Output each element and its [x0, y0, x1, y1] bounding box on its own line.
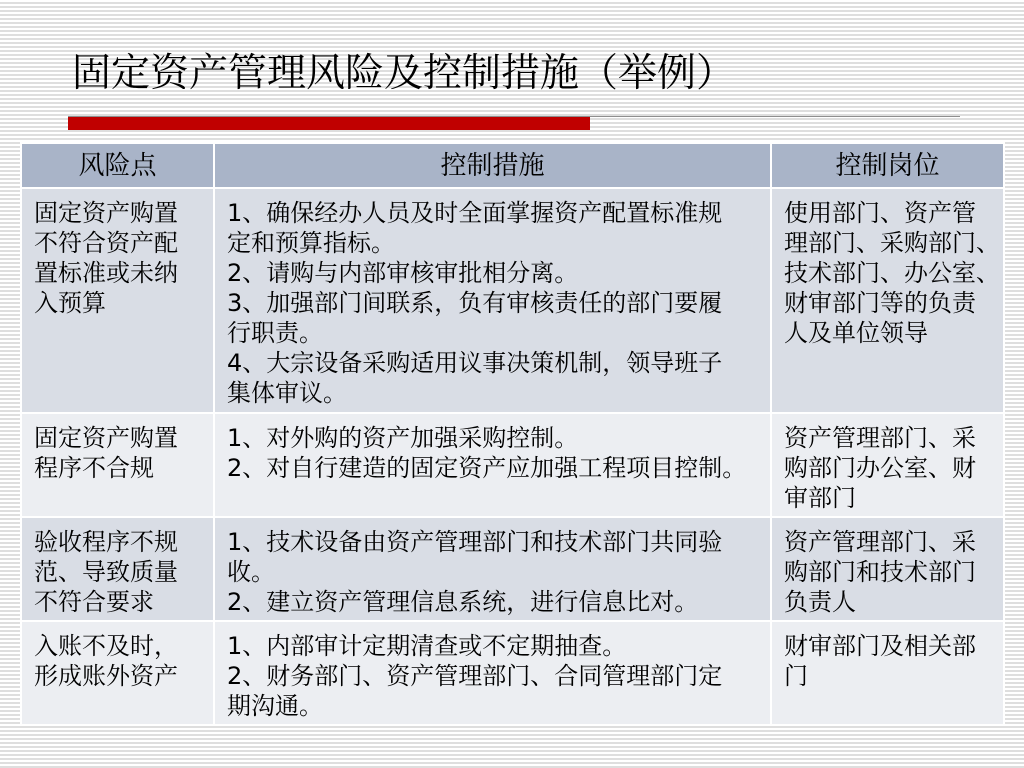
risk-control-table: [20, 142, 1005, 726]
control-post-line: 财审部门及相关部: [784, 632, 976, 660]
control-measures-cell: [214, 188, 771, 413]
slide-title: 固定资产管理风险及控制措施（举例）: [72, 51, 736, 96]
risk-point-line: 不符合资产配: [34, 229, 178, 257]
control-post-line: 人及单位领导: [784, 319, 928, 347]
control-post-line: 购部门和技术部门: [784, 558, 976, 586]
risk-point-cell: [21, 413, 214, 517]
header-risk-point: 风险点: [21, 143, 214, 188]
control-measure-line: 1、技术设备由资产管理部门和技术部门共同验: [227, 528, 723, 556]
table-row: [21, 517, 1004, 621]
control-measure-line: 3、加强部门间联系，负有审核责任的部门要履: [227, 289, 723, 317]
control-measure-item: [227, 288, 762, 348]
control-measure-line: 1、对外购的资产加强采购控制。: [227, 424, 579, 452]
control-measure-line: 集体审议。: [227, 379, 347, 407]
control-measure-line: 2、建立资产管理信息系统，进行信息比对。: [227, 588, 699, 616]
control-measure-item: [227, 258, 762, 288]
control-measure-line: 2、财务部门、资产管理部门、合同管理部门定: [227, 662, 723, 690]
control-measure-item: [227, 631, 762, 661]
control-measure-item: [227, 198, 762, 258]
control-post-line: 负责人: [784, 588, 856, 616]
control-post-cell: [771, 621, 1004, 725]
control-measure-line: 4、大宗设备采购适用议事决策机制，领导班子: [227, 349, 723, 377]
control-measure-item: [227, 423, 762, 453]
table-row: [21, 413, 1004, 517]
control-measure-line: 1、确保经办人员及时全面掌握资产配置标准规: [227, 199, 723, 227]
risk-point-line: 程序不合规: [34, 454, 154, 482]
control-measures-cell: [214, 413, 771, 517]
risk-point-line: 验收程序不规: [34, 528, 178, 556]
control-measure-line: 2、请购与内部审核审批相分离。: [227, 259, 579, 287]
table-header: [21, 143, 1004, 188]
control-post-line: 使用部门、资产管: [784, 199, 976, 227]
control-measure-line: 收。: [227, 558, 275, 586]
table-row: [21, 621, 1004, 725]
control-post-line: 购部门办公室、财: [784, 454, 976, 482]
risk-point-cell: [21, 517, 214, 621]
control-measure-item: [227, 527, 762, 587]
control-post-cell: [771, 413, 1004, 517]
control-measure-item: [227, 453, 762, 483]
control-measures-cell: [214, 621, 771, 725]
control-post-line: 门: [784, 662, 808, 690]
control-post-line: 技术部门、办公室、: [784, 259, 1000, 287]
control-post-line: 理部门、采购部门、: [784, 229, 1000, 257]
control-measure-item: [227, 587, 762, 617]
control-measure-line: 1、内部审计定期清查或不定期抽查。: [227, 632, 627, 660]
control-post-cell: [771, 188, 1004, 413]
risk-point-line: 不符合要求: [34, 588, 154, 616]
control-post-line: 资产管理部门、采: [784, 528, 976, 556]
control-measure-line: 期沟通。: [227, 692, 323, 720]
control-post-line: 财审部门等的负责: [784, 289, 976, 317]
control-measure-line: 行职责。: [227, 319, 323, 347]
header-control-measures: 控制措施: [214, 143, 771, 188]
table-row: [21, 188, 1004, 413]
control-measure-line: 2、对自行建造的固定资产应加强工程项目控制。: [227, 454, 747, 482]
control-post-line: 资产管理部门、采: [784, 424, 976, 452]
risk-point-line: 固定资产购置: [34, 199, 178, 227]
control-measure-line: 定和预算指标。: [227, 229, 395, 257]
title-accent-bar: [68, 117, 590, 130]
control-post-cell: [771, 517, 1004, 621]
risk-point-line: 范、导致质量: [34, 558, 178, 586]
table-header-row: [21, 143, 1004, 188]
header-control-posts: 控制岗位: [771, 143, 1004, 188]
control-post-line: 审部门: [784, 484, 856, 512]
risk-point-cell: [21, 188, 214, 413]
control-measure-item: [227, 661, 762, 721]
risk-point-line: 置标准或未纳: [34, 259, 178, 287]
risk-point-line: 固定资产购置: [34, 424, 178, 452]
risk-point-line: 入账不及时，: [34, 632, 178, 660]
risk-point-cell: [21, 621, 214, 725]
risk-point-line: 入预算: [34, 289, 106, 317]
control-measures-cell: [214, 517, 771, 621]
control-measure-item: [227, 348, 762, 408]
risk-point-line: 形成账外资产: [34, 662, 178, 690]
table-body: [21, 188, 1004, 725]
